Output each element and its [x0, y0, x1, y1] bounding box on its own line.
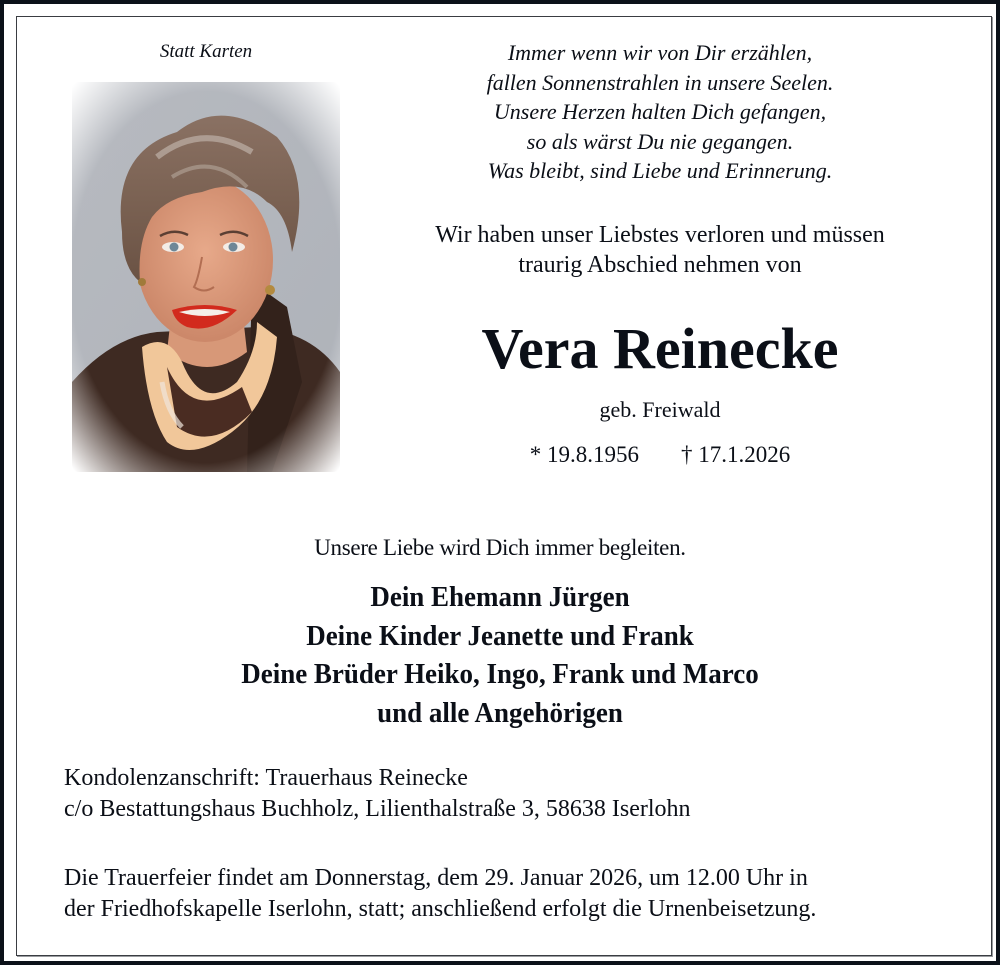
ceremony-line: der Friedhofskapelle Iserlohn, statt; anschließend erfolgt die Urnenbeisetzung.	[64, 896, 817, 922]
mourner-line: Dein Ehemann Jürgen	[370, 581, 630, 613]
portrait-photo	[72, 82, 340, 472]
maiden-name: geb. Freiwald	[599, 397, 721, 422]
condolence-address	[64, 763, 944, 825]
intro-text	[380, 220, 940, 280]
poem-line: fallen Sonnenstrahlen in unsere Seelen.	[486, 69, 834, 95]
ceremony-line: Die Trauerfeier findet am Donnerstag, dem 29. Januar 2026, um 12.00 Uhr in	[64, 865, 808, 891]
intro-line: traurig Abschied nehmen von	[518, 252, 802, 278]
birth-date: * 19.8.1956	[529, 442, 639, 467]
death-date: † 17.1.2026	[681, 442, 791, 467]
mourner-line: Deine Kinder Jeanette und Frank	[306, 619, 694, 652]
ceremony-info	[64, 863, 944, 925]
poem	[410, 38, 910, 186]
mourners-list	[100, 578, 900, 732]
deceased-name: Vera Reinecke	[481, 316, 839, 381]
header-label: Statt Karten	[159, 41, 253, 62]
poem-line: Unsere Herzen halten Dich gefangen,	[493, 99, 827, 124]
life-dates	[380, 440, 940, 470]
condolence-line: Kondolenzanschrift: Trauerhaus Reinecke	[64, 765, 468, 791]
intro-line: Wir haben unser Liebstes verloren und müssen	[435, 222, 885, 248]
poem-line: Was bleibt, sind Liebe und Erinnerung.	[487, 158, 833, 183]
poem-line: Immer wenn wir von Dir erzählen,	[507, 40, 813, 65]
portrait-photo-icon	[72, 82, 340, 472]
mourner-line: und alle Angehörigen	[377, 696, 623, 729]
mourner-line: Deine Brüder Heiko, Ingo, Frank und Marco	[241, 658, 759, 690]
condolence-line: c/o Bestattungshaus Buchholz, Lilienthalstraße 3, 58638 Iserlohn	[64, 796, 691, 822]
closing-line: Unsere Liebe wird Dich immer begleiten.	[314, 535, 686, 560]
poem-line: so als wärst Du nie gegangen.	[526, 128, 794, 154]
